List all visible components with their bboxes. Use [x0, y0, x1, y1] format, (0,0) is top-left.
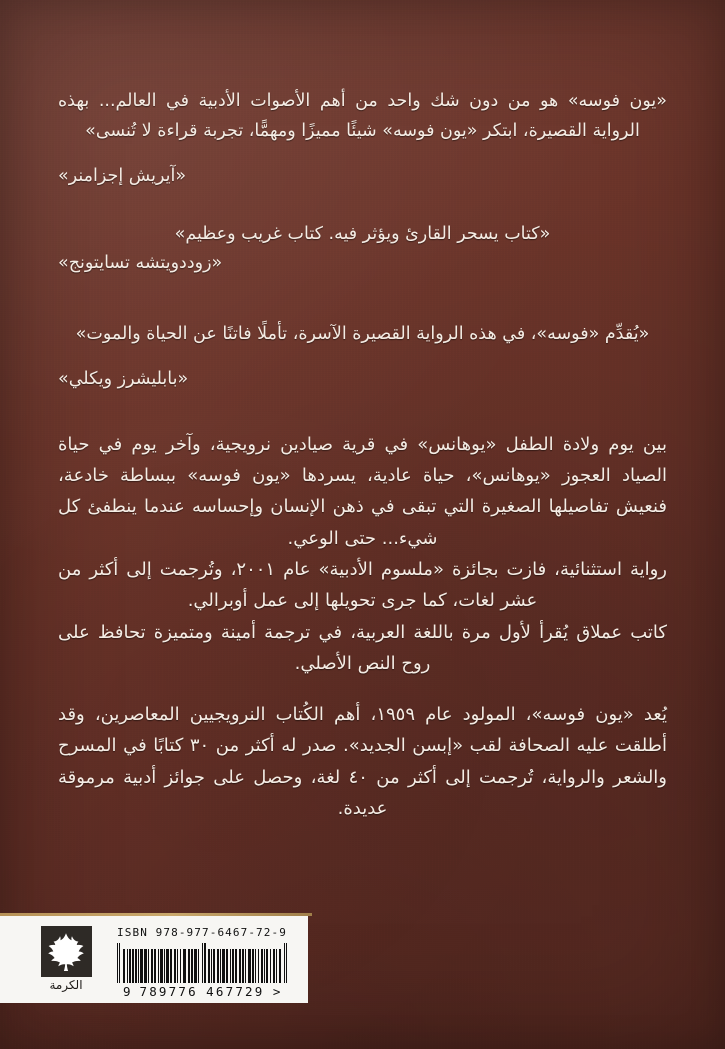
barcode-bars — [117, 943, 287, 983]
review-quote-2 — [58, 219, 667, 279]
blurb-section — [0, 86, 725, 824]
review-source-1: «آيريش إجزامنر» — [58, 166, 187, 187]
ean-group-1: 789776 — [139, 984, 198, 999]
barcode-area — [104, 923, 300, 999]
review-quote-1-text: «يون فوسه» هو من دون شك واحد من أهم الأصوات الأدبية في العالم... بهذه الرواية القصيرة، ابتكر «يون فوسه» شيئًا مميزًا ومهمًّا، تجربة قراءة لا تُنسى» — [58, 91, 667, 142]
review-source-2: «زوددويتشه تسايتونج» — [58, 253, 223, 274]
review-quote-3-text: «يُقدِّم «فوسه»، في هذه الرواية القصيرة الآسرة، تأملًا فاتنًا عن الحياة والموت» — [75, 323, 650, 344]
vine-leaf-icon — [41, 926, 92, 977]
synopsis-paragraph-2: رواية استثنائية، فازت بجائزة «ملسوم الأدبية» عام ٢٠٠١، وتُرجمت إلى أكثر من عشر لغات، كما جرى تحويلها إلى عمل أوبرالي. — [58, 558, 667, 612]
synopsis-section — [58, 429, 667, 680]
review-source-3: «بابليشرز ويكلي» — [58, 368, 189, 389]
synopsis-paragraph-3: كاتب عملاق يُقرأ لأول مرة باللغة العربية، في ترجمة أمينة ومتميزة تحافظ على روح النص الأصلي. — [58, 621, 667, 674]
review-quote-3 — [58, 319, 667, 395]
publisher-logo — [34, 926, 98, 991]
review-quote-1 — [58, 86, 667, 192]
ean-group-2: 467729 — [206, 984, 265, 999]
barcode-label — [0, 916, 308, 1003]
author-bio-text: يُعد «يون فوسه»، المولود عام ١٩٥٩، أهم الكُتاب النرويجيين المعاصرين، وقد أطلقت عليه الصحافة لقب «إبسن الجديد». صدر له أكثر من ٣٠ كتابًا في المسرح والشعر والرواية، تُرجمت إلى أكثر من ٤٠ لغة، وحصل على جوائز أدبية مرموقة عديدة. — [58, 704, 667, 820]
review-quote-2-text: «كتاب يسحر القارئ ويؤثر فيه. كتاب غريب وعظيم» — [174, 223, 551, 244]
author-bio-section — [58, 699, 667, 824]
ean-digits — [123, 984, 281, 999]
publisher-name: الكرمة — [49, 978, 83, 992]
synopsis-paragraph-1: بين يوم ولادة الطفل «يوهانس» في قرية صيادين نرويجية، وآخر يوم في حياة الصياد العجوز «يوهانس»، حياة عادية، يسردها «يون فوسه» ببساطة خادعة، فنعيش تفاصيلها الصغيرة التي تبقى في ذهن الإنسان وإحساسه عندما ينطفئ كل شيء... حتى الوعي. — [58, 433, 667, 549]
isbn-text: ISBN 978-977-6467-72-9 — [117, 926, 287, 939]
ean-left-digit: 9 — [123, 984, 132, 999]
ean-suffix: > — [272, 984, 281, 999]
